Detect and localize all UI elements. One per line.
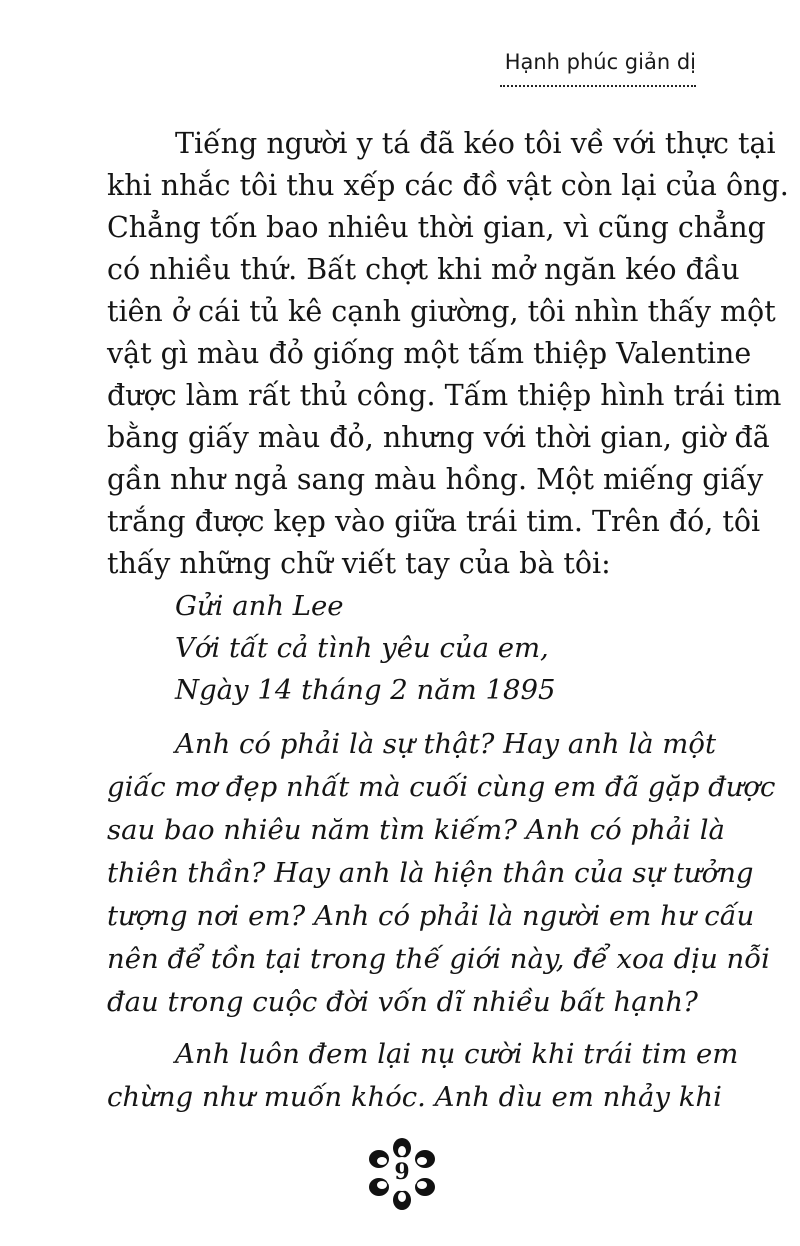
body-line: trắng được kẹp vào giữa trái tim. Trên đó, tôi (107, 505, 761, 538)
body-line: vật gì màu đỏ giống một tấm thiệp Valentine (107, 337, 752, 370)
note-line: Ngày 14 tháng 2 năm 1895 (175, 674, 556, 706)
letter-line: nên để tồn tại trong thế giới này, để xoa dịu nỗi (107, 943, 770, 975)
page-number: 9 (394, 1159, 410, 1185)
header-dotted-rule (500, 85, 696, 87)
body-line: có nhiều thứ. Bất chợt khi mở ngăn kéo đầu (107, 253, 740, 286)
letter-line: sau bao nhiêu năm tìm kiếm? Anh có phải là (107, 814, 725, 846)
body-line: tiên ở cái tủ kê cạnh giường, tôi nhìn thấy một (107, 295, 776, 328)
letter-line: đau trong cuộc đời vốn dĩ nhiều bất hạnh? (107, 986, 698, 1018)
note-line: Gửi anh Lee (175, 590, 344, 622)
body-line: gần như ngả sang màu hồng. Một miếng giấy (107, 463, 764, 496)
letter-line: giấc mơ đẹp nhất mà cuối cùng em đã gặp được (107, 771, 776, 803)
body-line: khi nhắc tôi thu xếp các đồ vật còn lại của ông. (107, 169, 789, 202)
body-line: Chẳng tốn bao nhiêu thời gian, vì cũng chẳng (107, 211, 766, 244)
letter-line: tượng nơi em? Anh có phải là người em hư cấu (107, 900, 755, 932)
body-line: bằng giấy màu đỏ, nhưng với thời gian, giờ đã (107, 421, 770, 454)
body-line: Tiếng người y tá đã kéo tôi về với thực tại (175, 127, 776, 160)
page-number-ornament (362, 1137, 442, 1211)
letter-line: thiên thần? Hay anh là hiện thân của sự tưởng (107, 857, 754, 889)
letter-line: Anh luôn đem lại nụ cười khi trái tim em (175, 1038, 739, 1070)
running-header-title: Hạnh phúc giản dị (504, 50, 696, 74)
letter-line: chừng như muốn khóc. Anh dìu em nhảy khi (107, 1081, 722, 1113)
body-line: được làm rất thủ công. Tấm thiệp hình trái tim (107, 379, 782, 412)
note-line: Với tất cả tình yêu của em, (175, 632, 549, 664)
letter-line: Anh có phải là sự thật? Hay anh là một (175, 728, 716, 760)
body-line: thấy những chữ viết tay của bà tôi: (107, 547, 611, 580)
